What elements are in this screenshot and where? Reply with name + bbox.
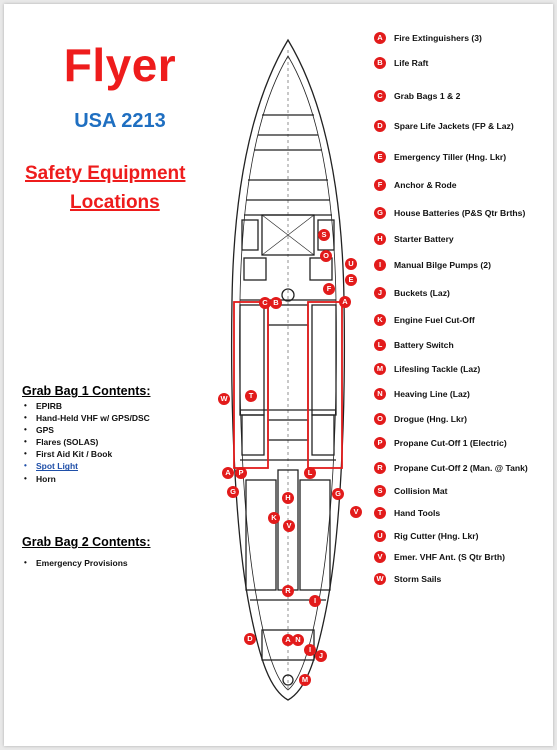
legend-label: Spare Life Jackets (FP & Laz) (394, 121, 514, 131)
deck-marker: C (259, 297, 271, 309)
legend-label: Collision Mat (394, 486, 448, 496)
legend-marker: T (374, 507, 386, 519)
grab-bag-1-title: Grab Bag 1 Contents: (22, 384, 151, 398)
deck-marker: I (304, 644, 316, 656)
legend-marker: N (374, 388, 386, 400)
legend-marker: B (374, 57, 386, 69)
list-item: • GPS (22, 424, 150, 436)
deck-marker: O (320, 250, 332, 262)
deck-marker: L (304, 467, 316, 479)
legend-label: Emer. VHF Ant. (S Qtr Brth) (394, 552, 505, 562)
sail-number: USA 2213 (74, 110, 166, 132)
list-item: • Emergency Provisions (22, 557, 128, 569)
legend-marker: P (374, 437, 386, 449)
deck-marker: A (222, 467, 234, 479)
deck-marker: I (309, 595, 321, 607)
deck-marker: H (282, 492, 294, 504)
deck-marker: F (323, 283, 335, 295)
deck-marker: R (282, 585, 294, 597)
deck-marker: N (292, 634, 304, 646)
legend-label: Emergency Tiller (Hng. Lkr) (394, 152, 507, 162)
legend-label: Rig Cutter (Hng. Lkr) (394, 531, 479, 541)
deck-marker: K (268, 512, 280, 524)
legend-label: Battery Switch (394, 340, 454, 350)
legend-label: Fire Extinguishers (3) (394, 33, 482, 43)
deck-marker: J (315, 650, 327, 662)
legend-label: Life Raft (394, 58, 429, 68)
legend-marker: M (374, 363, 386, 375)
legend-label: Heaving Line (Laz) (394, 389, 470, 399)
list-item: • Horn (22, 473, 150, 485)
deck-marker: G (227, 486, 239, 498)
legend-marker: W (374, 573, 386, 585)
legend-marker: C (374, 90, 386, 102)
heading-line-2: Locations (70, 192, 160, 213)
deck-marker: P (235, 467, 247, 479)
grab-bag-2-title: Grab Bag 2 Contents: (22, 535, 151, 549)
legend-label: Engine Fuel Cut-Off (394, 315, 475, 325)
legend-label: Drogue (Hng. Lkr) (394, 414, 468, 424)
deck-marker: A (339, 296, 351, 308)
legend-marker: J (374, 287, 386, 299)
legend-label: Lifesling Tackle (Laz) (394, 364, 481, 374)
deck-marker: E (345, 274, 357, 286)
deck-marker: G (332, 488, 344, 500)
deck-marker: B (270, 297, 282, 309)
legend-marker: F (374, 179, 386, 191)
legend-marker: K (374, 314, 386, 326)
list-item: • Hand-Held VHF w/ GPS/DSC (22, 412, 150, 424)
legend-marker: H (374, 233, 386, 245)
legend-label: Propane Cut-Off 1 (Electric) (394, 438, 507, 448)
legend-label: Storm Sails (394, 574, 442, 584)
boat-name-title: Flyer (63, 39, 177, 91)
deck-marker: S (318, 229, 330, 241)
legend-label: Starter Battery (394, 234, 454, 244)
legend-label: House Batteries (P&S Qtr Brths) (394, 208, 526, 218)
deck-marker: U (345, 258, 357, 270)
deck-marker: M (299, 674, 311, 686)
legend-marker: A (374, 32, 386, 44)
deck-marker: W (218, 393, 230, 405)
legend-marker: U (374, 530, 386, 542)
legend-marker: L (374, 339, 386, 351)
legend-marker: V (374, 551, 386, 563)
legend-marker: O (374, 413, 386, 425)
heading-line-1: Safety Equipment (25, 163, 186, 184)
deck-marker: V (283, 520, 295, 532)
legend-marker: E (374, 151, 386, 163)
deck-marker: D (244, 633, 256, 645)
list-item: • EPIRB (22, 400, 150, 412)
list-item-link[interactable]: • Spot Light (22, 460, 150, 472)
list-item: • First Aid Kit / Book (22, 448, 150, 460)
legend-marker: I (374, 259, 386, 271)
legend-label: Hand Tools (394, 508, 441, 518)
deck-marker: A (282, 634, 294, 646)
legend-marker: G (374, 207, 386, 219)
legend-label: Buckets (Laz) (394, 288, 450, 298)
legend-marker: S (374, 485, 386, 497)
deck-marker: V (350, 506, 362, 518)
legend-label: Grab Bags 1 & 2 (394, 91, 461, 101)
legend-marker: R (374, 462, 386, 474)
legend-label: Manual Bilge Pumps (2) (394, 260, 491, 270)
list-item: • Flares (SOLAS) (22, 436, 150, 448)
deck-marker: T (245, 390, 257, 402)
legend-label: Anchor & Rode (394, 180, 457, 190)
legend-marker: D (374, 120, 386, 132)
legend-label: Propane Cut-Off 2 (Man. @ Tank) (394, 463, 528, 473)
